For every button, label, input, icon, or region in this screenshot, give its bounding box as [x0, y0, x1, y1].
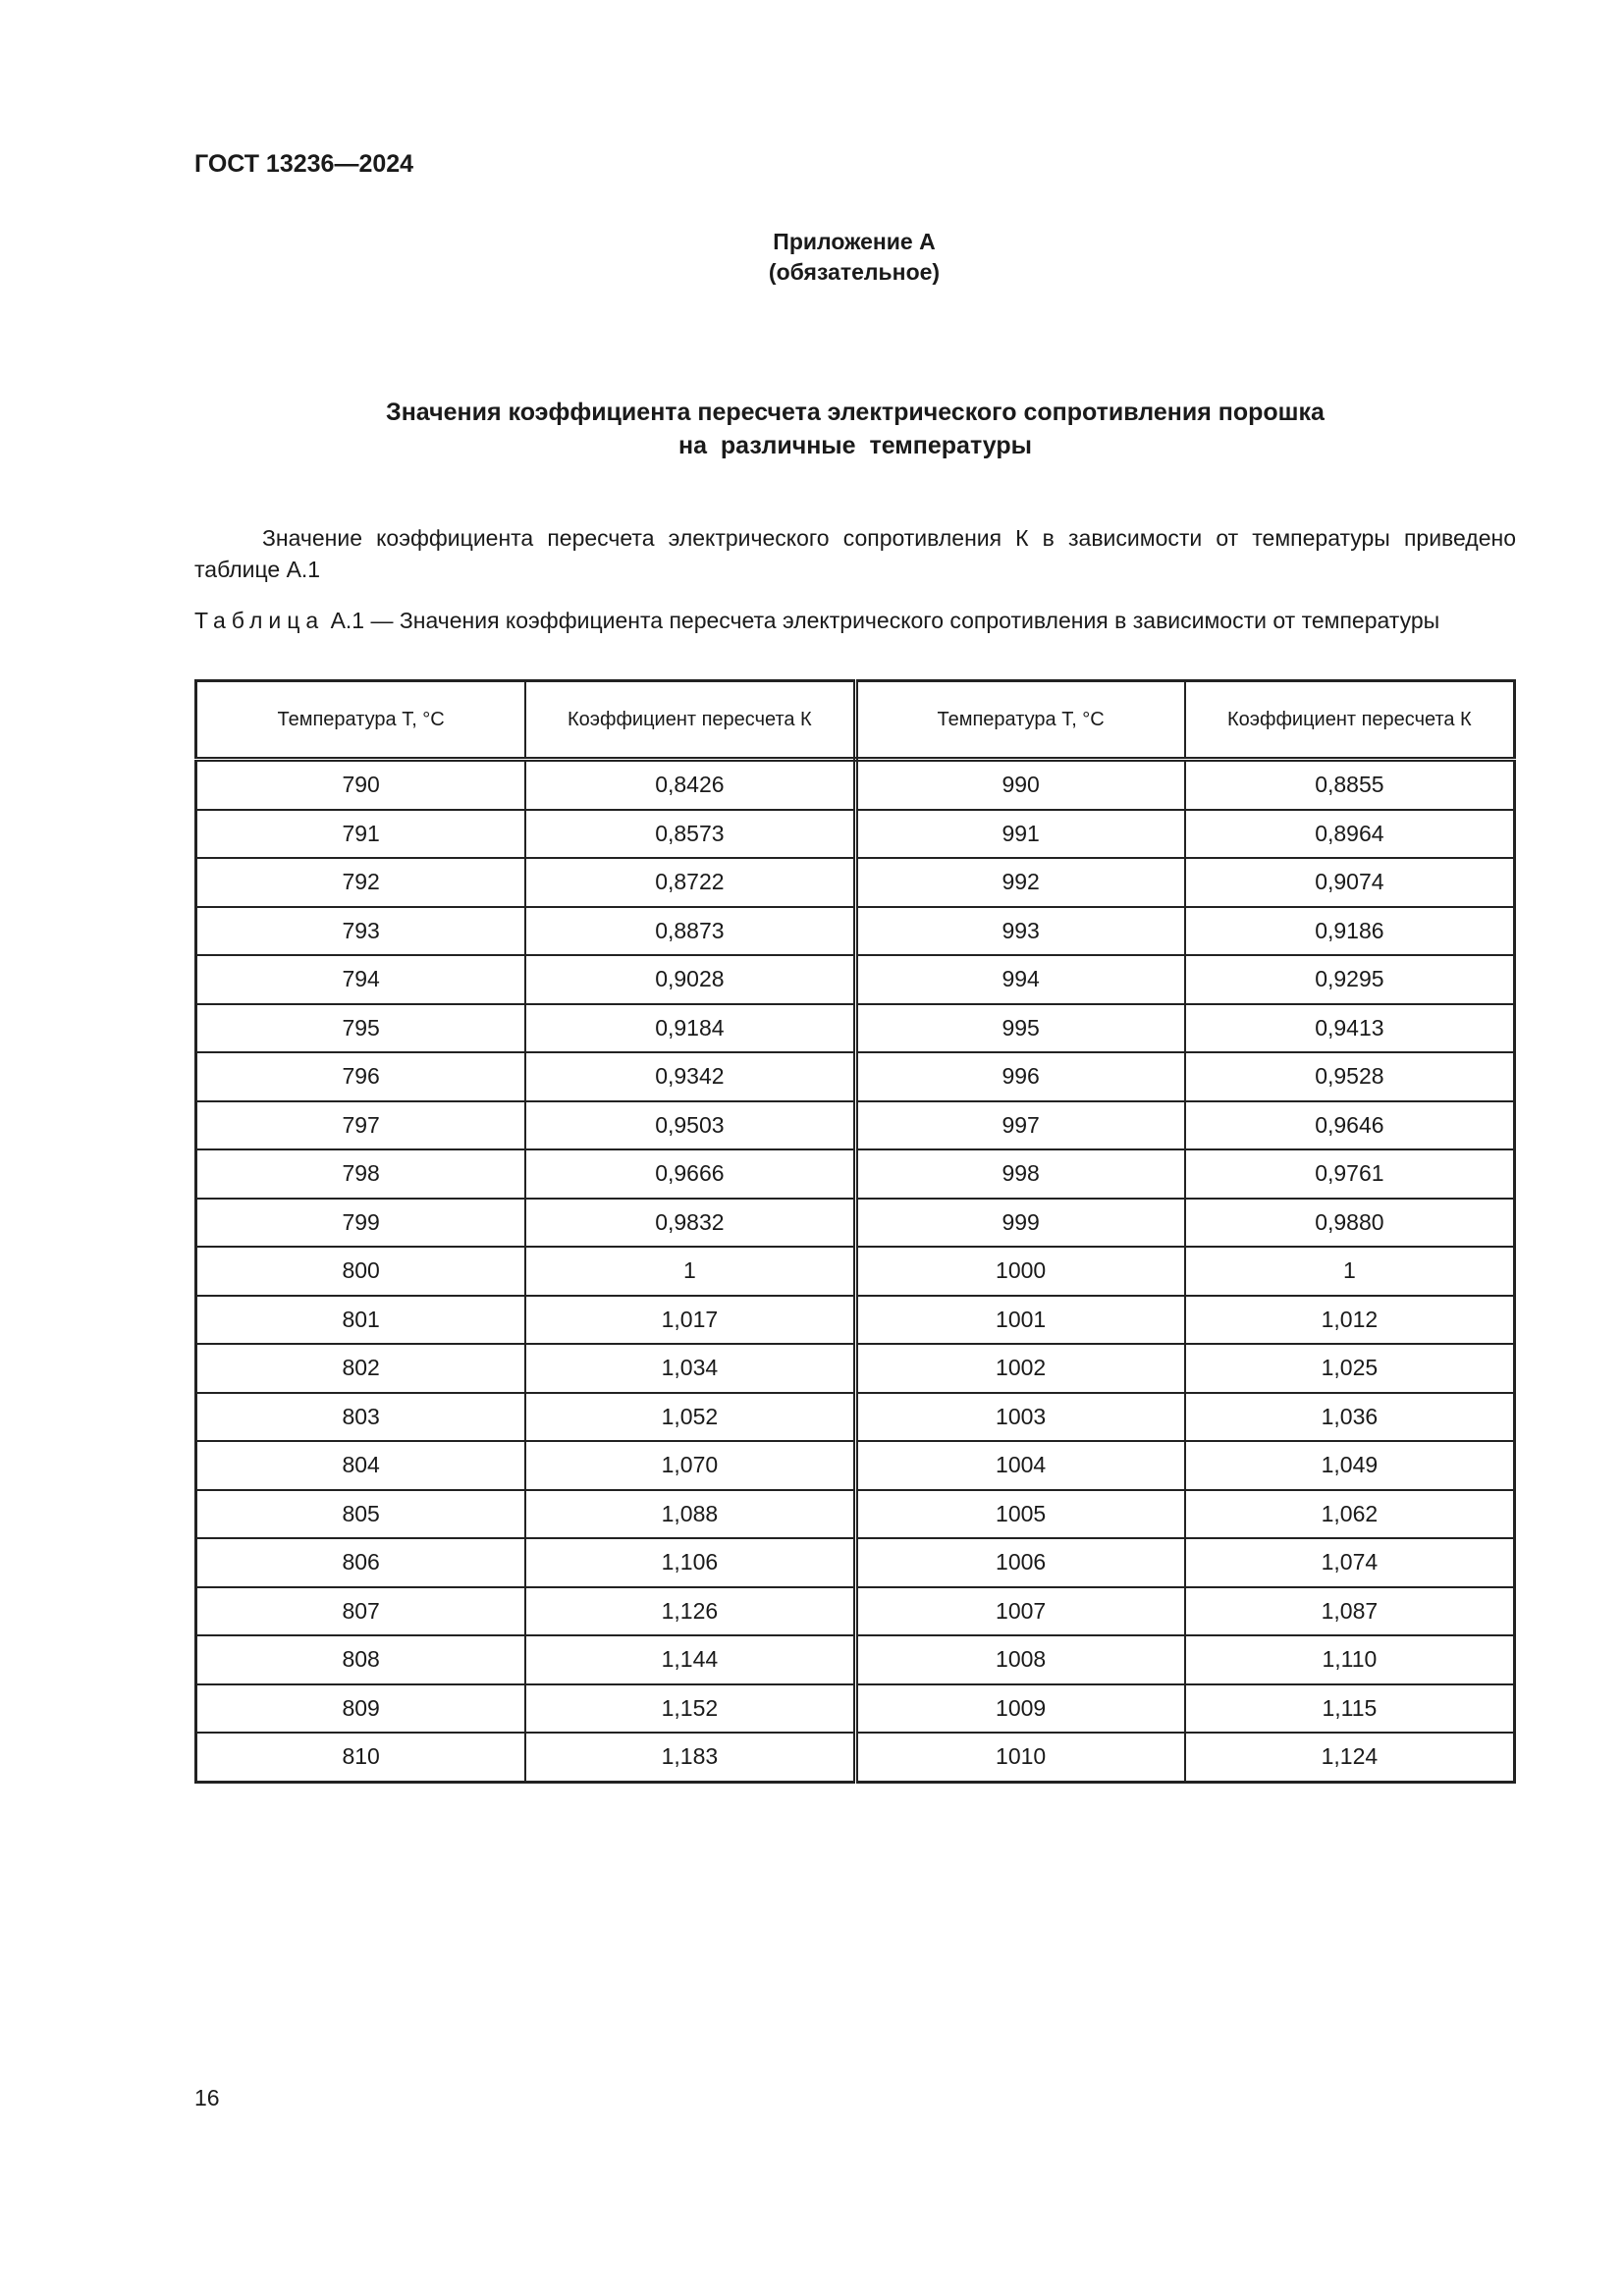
cell-coefficient: 0,8722 — [525, 858, 855, 907]
cell-temperature: 801 — [196, 1296, 526, 1345]
cell-coefficient: 0,8855 — [1185, 760, 1515, 810]
header-temperature: Температура Т, °С — [855, 681, 1185, 760]
cell-temperature: 790 — [196, 760, 526, 810]
cell-temperature: 800 — [196, 1247, 526, 1296]
table-row — [196, 858, 1515, 907]
cell-temperature: 803 — [196, 1393, 526, 1442]
cell-coefficient: 0,9666 — [525, 1149, 855, 1199]
cell-coefficient: 1,152 — [525, 1684, 855, 1734]
cell-coefficient: 0,9342 — [525, 1052, 855, 1101]
cell-coefficient: 0,8964 — [1185, 810, 1515, 859]
cell-coefficient: 1,025 — [1185, 1344, 1515, 1393]
table-row — [196, 1004, 1515, 1053]
cell-temperature: 792 — [196, 858, 526, 907]
cell-temperature: 994 — [855, 955, 1185, 1004]
cell-coefficient: 1,070 — [525, 1441, 855, 1490]
cell-temperature: 804 — [196, 1441, 526, 1490]
cell-temperature: 1003 — [855, 1393, 1185, 1442]
intro-paragraph: Значение коэффициента пересчета электрического сопротивления К в зависимости от температуры приведено таблице А.1 — [194, 525, 1516, 582]
cell-temperature: 999 — [855, 1199, 1185, 1248]
cell-coefficient: 0,8426 — [525, 760, 855, 810]
cell-temperature: 998 — [855, 1149, 1185, 1199]
table-row — [196, 1733, 1515, 1782]
cell-temperature: 997 — [855, 1101, 1185, 1150]
table-caption — [194, 605, 1516, 636]
cell-temperature: 798 — [196, 1149, 526, 1199]
cell-coefficient: 0,9646 — [1185, 1101, 1515, 1150]
table-caption-label: Таблица — [194, 608, 325, 633]
cell-coefficient: 1,110 — [1185, 1635, 1515, 1684]
cell-coefficient: 0,9295 — [1185, 955, 1515, 1004]
table-row — [196, 1635, 1515, 1684]
cell-coefficient: 1,052 — [525, 1393, 855, 1442]
annex-title: Приложение А — [773, 229, 936, 254]
cell-temperature: 797 — [196, 1101, 526, 1150]
cell-coefficient: 0,9503 — [525, 1101, 855, 1150]
cell-coefficient: 1,124 — [1185, 1733, 1515, 1782]
cell-coefficient: 0,9880 — [1185, 1199, 1515, 1248]
document-id: ГОСТ 13236—2024 — [194, 150, 414, 178]
section-title-line-2: на различные температуры — [677, 432, 1033, 459]
cell-temperature: 1005 — [855, 1490, 1185, 1539]
page-number: 16 — [194, 2085, 220, 2110]
table-row — [196, 1393, 1515, 1442]
cell-coefficient: 1,183 — [525, 1733, 855, 1782]
table-row — [196, 1684, 1515, 1734]
cell-coefficient: 0,9832 — [525, 1199, 855, 1248]
cell-temperature: 996 — [855, 1052, 1185, 1101]
table-row — [196, 760, 1515, 810]
cell-temperature: 796 — [196, 1052, 526, 1101]
annex-status: (обязательное) — [768, 259, 941, 285]
cell-temperature: 799 — [196, 1199, 526, 1248]
table-row — [196, 1149, 1515, 1199]
cell-temperature: 807 — [196, 1587, 526, 1636]
cell-temperature: 808 — [196, 1635, 526, 1684]
table-caption-text: А.1 — Значения коэффициента пересчета электрического сопротивления в зависимости от температуры — [324, 608, 1440, 633]
table-row — [196, 1490, 1515, 1539]
cell-temperature: 1000 — [855, 1247, 1185, 1296]
cell-temperature: 1001 — [855, 1296, 1185, 1345]
cell-temperature: 793 — [196, 907, 526, 956]
cell-coefficient: 1,074 — [1185, 1538, 1515, 1587]
table-row — [196, 1052, 1515, 1101]
header-temperature: Температура Т, °С — [196, 681, 526, 760]
cell-coefficient: 0,9761 — [1185, 1149, 1515, 1199]
table-row — [196, 1296, 1515, 1345]
cell-coefficient: 1,088 — [525, 1490, 855, 1539]
cell-temperature: 1009 — [855, 1684, 1185, 1734]
cell-temperature: 809 — [196, 1684, 526, 1734]
cell-temperature: 791 — [196, 810, 526, 859]
cell-coefficient: 1 — [525, 1247, 855, 1296]
cell-temperature: 802 — [196, 1344, 526, 1393]
cell-coefficient: 0,9186 — [1185, 907, 1515, 956]
cell-temperature: 992 — [855, 858, 1185, 907]
cell-temperature: 1006 — [855, 1538, 1185, 1587]
cell-coefficient: 0,9413 — [1185, 1004, 1515, 1053]
cell-temperature: 806 — [196, 1538, 526, 1587]
cell-temperature: 795 — [196, 1004, 526, 1053]
cell-coefficient: 0,8873 — [525, 907, 855, 956]
table-row — [196, 907, 1515, 956]
cell-coefficient: 0,9184 — [525, 1004, 855, 1053]
section-title-line-1: Значения коэффициента пересчета электрического сопротивления порошка — [386, 399, 1325, 426]
cell-coefficient: 1,115 — [1185, 1684, 1515, 1734]
table-row — [196, 955, 1515, 1004]
table-row — [196, 810, 1515, 859]
cell-coefficient: 1,106 — [525, 1538, 855, 1587]
cell-temperature: 1007 — [855, 1587, 1185, 1636]
annex-heading — [0, 227, 1624, 288]
coefficient-table — [194, 679, 1516, 1784]
cell-temperature: 1010 — [855, 1733, 1185, 1782]
cell-temperature: 991 — [855, 810, 1185, 859]
cell-temperature: 794 — [196, 955, 526, 1004]
header-coefficient: Коэффициент пересчета К — [1185, 681, 1515, 760]
table-row — [196, 1344, 1515, 1393]
cell-temperature: 1004 — [855, 1441, 1185, 1490]
table-header-row — [196, 681, 1515, 760]
table-row — [196, 1538, 1515, 1587]
table-row — [196, 1101, 1515, 1150]
table-row — [196, 1247, 1515, 1296]
cell-coefficient: 1,036 — [1185, 1393, 1515, 1442]
cell-temperature: 810 — [196, 1733, 526, 1782]
cell-coefficient: 1 — [1185, 1247, 1515, 1296]
cell-coefficient: 1,034 — [525, 1344, 855, 1393]
section-title — [194, 396, 1516, 462]
cell-coefficient: 1,012 — [1185, 1296, 1515, 1345]
cell-temperature: 993 — [855, 907, 1185, 956]
cell-temperature: 1002 — [855, 1344, 1185, 1393]
cell-temperature: 1008 — [855, 1635, 1185, 1684]
cell-temperature: 805 — [196, 1490, 526, 1539]
cell-temperature: 995 — [855, 1004, 1185, 1053]
cell-coefficient: 0,8573 — [525, 810, 855, 859]
cell-coefficient: 1,062 — [1185, 1490, 1515, 1539]
cell-coefficient: 0,9074 — [1185, 858, 1515, 907]
cell-coefficient: 0,9528 — [1185, 1052, 1515, 1101]
cell-coefficient: 0,9028 — [525, 955, 855, 1004]
table-row — [196, 1587, 1515, 1636]
cell-coefficient: 1,049 — [1185, 1441, 1515, 1490]
cell-coefficient: 1,144 — [525, 1635, 855, 1684]
cell-coefficient: 1,126 — [525, 1587, 855, 1636]
cell-coefficient: 1,087 — [1185, 1587, 1515, 1636]
header-coefficient: Коэффициент пересчета К — [525, 681, 855, 760]
cell-temperature: 990 — [855, 760, 1185, 810]
cell-coefficient: 1,017 — [525, 1296, 855, 1345]
table-row — [196, 1199, 1515, 1248]
table-row — [196, 1441, 1515, 1490]
